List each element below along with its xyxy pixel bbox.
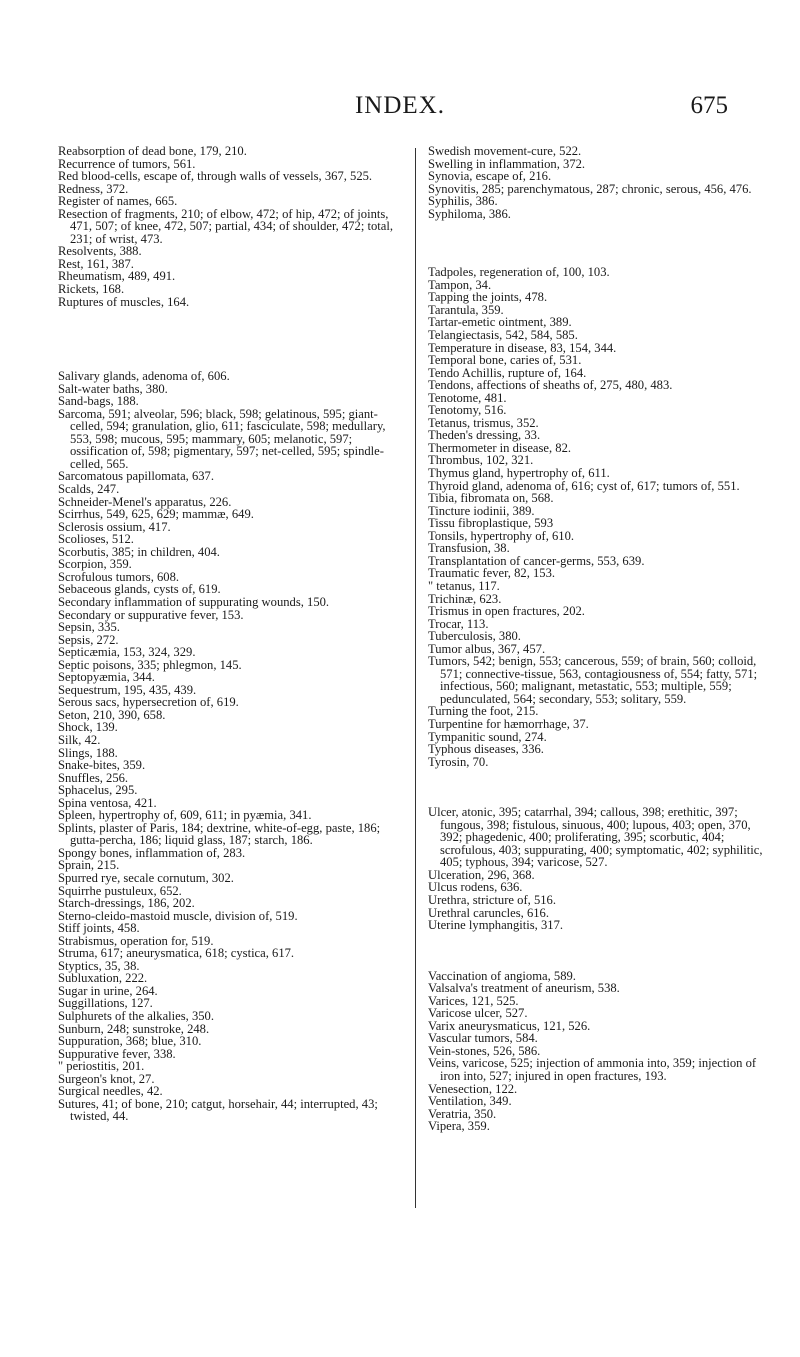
index-entry: Venesection, 122. <box>428 1081 518 1096</box>
index-entry: Tendo Achillis, rupture of, 164. <box>428 365 587 380</box>
index-column-left <box>58 145 408 1123</box>
index-entry: Vipera, 359. <box>428 1119 490 1134</box>
index-entry: Tuberculosis, 380. <box>428 629 521 644</box>
index-entry: Stiff joints, 458. <box>58 921 140 936</box>
index-section-r <box>58 145 408 308</box>
index-entry: Snuffles, 256. <box>58 770 129 785</box>
index-entry: Thymus gland, hypertrophy of, 611. <box>428 466 610 481</box>
index-entry: Varix aneurysmaticus, 121, 526. <box>428 1018 591 1033</box>
index-entry: Tetanus, trismus, 352. <box>428 415 539 430</box>
index-entry: Sand-bags, 188. <box>58 394 139 409</box>
index-entry: Resolvents, 388. <box>58 244 142 259</box>
index-entry: " tetanus, 117. <box>428 578 500 593</box>
index-entry: Surgeon's knot, 27. <box>58 1071 155 1086</box>
index-entry: Traumatic fever, 82, 153. <box>428 566 556 581</box>
index-entry: Scolioses, 512. <box>58 532 134 547</box>
index-entry: Veratria, 350. <box>428 1106 497 1121</box>
index-entry: Tumors, 542; benign, 553; cancerous, 559; of brain, 560; colloid, 571; connective-tissue, 563, contagiousness of, 554; fatty, 571; infectious, 560; malignant, metastatic, 553; multiple, 559; pedunculated, 564; secondary, 553; solitary, 559. <box>428 654 758 706</box>
index-entry: Splints, plaster of Paris, 184; dextrine, white-of-egg, paste, 186; gutta-percha, 186; liquid glass, 187; starch, 186. <box>58 820 381 848</box>
index-entry: Septicæmia, 153, 324, 329. <box>58 645 196 660</box>
page-number: 675 <box>690 92 728 119</box>
index-entry: Varices, 121, 525. <box>428 993 519 1008</box>
index-entry: Turning the foot, 215. <box>428 704 539 719</box>
index-entry: Tampon, 34. <box>428 277 492 292</box>
index-entry: Spleen, hypertrophy of, 609, 611; in pyæmia, 341. <box>58 808 312 823</box>
index-entry: Vein-stones, 526, 586. <box>428 1043 541 1058</box>
index-entry: Strabismus, operation for, 519. <box>58 933 214 948</box>
index-entry: Tonsils, hypertrophy of, 610. <box>428 528 575 543</box>
index-entry: Rest, 161, 387. <box>58 256 134 271</box>
index-entry: Seton, 210, 390, 658. <box>58 707 166 722</box>
index-entry: Recurrence of tumors, 561. <box>58 156 196 171</box>
index-entry: Temperature in disease, 83, 154, 344. <box>428 340 617 355</box>
index-entry: Secondary or suppurative fever, 153. <box>58 607 244 622</box>
index-entry: Starch-dressings, 186, 202. <box>58 896 195 911</box>
index-entry: Scorbutis, 385; in children, 404. <box>58 544 220 559</box>
index-entry: Trocar, 113. <box>428 616 489 631</box>
index-entry: Syphiloma, 386. <box>428 206 511 221</box>
index-entry: Sebaceous glands, cysts of, 619. <box>58 582 221 597</box>
index-entry: Turpentine for hæmorrhage, 37. <box>428 716 589 731</box>
section-gap <box>428 220 773 266</box>
index-section-s-continued <box>428 145 773 220</box>
index-entry: Tympanitic sound, 274. <box>428 729 547 744</box>
index-entry: Slings, 188. <box>58 745 118 760</box>
index-entry: Sterno-cleido-mastoid muscle, division of, 519. <box>58 908 298 923</box>
index-entry: Transfusion, 38. <box>428 541 510 556</box>
index-entry: Reabsorption of dead bone, 179, 210. <box>58 144 247 158</box>
index-entry: Thyroid gland, adenoma of, 616; cyst of, 617; tumors of, 551. <box>428 478 740 493</box>
index-entry: Sequestrum, 195, 435, 439. <box>58 682 197 697</box>
index-entry: Spongy bones, inflammation of, 283. <box>58 845 246 860</box>
index-entry: Tendons, affections of sheaths of, 275, 480, 483. <box>428 378 673 393</box>
section-gap <box>58 308 408 370</box>
index-entry: Red blood-cells, escape of, through walls of vessels, 367, 525. <box>58 169 373 184</box>
index-entry: Schneider-Menel's apparatus, 226. <box>58 494 232 509</box>
index-entry: Snake-bites, 359. <box>58 758 146 773</box>
index-entry: Serous sacs, hypersecretion of, 619. <box>58 695 239 710</box>
index-entry: Register of names, 665. <box>58 194 178 209</box>
index-entry: Suppuration, 368; blue, 310. <box>58 1034 202 1049</box>
index-entry: Tartar-emetic ointment, 389. <box>428 315 572 330</box>
index-entry: Vascular tumors, 584. <box>428 1031 538 1046</box>
index-entry: Septic poisons, 335; phlegmon, 145. <box>58 657 242 672</box>
index-entry: Scalds, 247. <box>58 482 120 497</box>
index-entry: Spurred rye, secale cornutum, 302. <box>58 870 234 885</box>
index-entry: Salt-water baths, 380. <box>58 381 168 396</box>
index-entry: Theden's dressing, 33. <box>428 428 541 443</box>
index-entry: Sprain, 215. <box>58 858 120 873</box>
index-entry: " periostitis, 201. <box>58 1059 145 1074</box>
index-entry: Thrombus, 102, 321. <box>428 453 534 468</box>
index-entry: Ulcer, atonic, 395; catarrhal, 394; callous, 398; erethitic, 397; fungous, 398; fistulous, sinuous, 400; lupous, 403; open, 370, 392; phagedenic, 400; proliferating, 395; scorbutic, 404; scrofulous, 403; suppurating, 400; symptomatic, 402; syphilitic, 405; typhous, 394; varicose, 527. <box>428 805 763 870</box>
index-section-t <box>428 266 773 768</box>
index-section-v <box>428 970 773 1133</box>
index-section-u <box>428 806 773 931</box>
index-entry: Sclerosis ossium, 417. <box>58 519 171 534</box>
section-gap <box>428 932 773 970</box>
index-entry: Synovitis, 285; parenchymatous, 287; chronic, serous, 456, 476. <box>428 181 752 196</box>
index-entry: Suppurative fever, 338. <box>58 1046 176 1061</box>
index-entry: Squirrhe pustuleux, 652. <box>58 883 182 898</box>
index-entry: Ventilation, 349. <box>428 1094 512 1109</box>
index-entry: Tincture iodinii, 389. <box>428 503 535 518</box>
index-entry: Swedish movement-cure, 522. <box>428 144 582 158</box>
index-entry: Sarcoma, 591; alveolar, 596; black, 598; gelatinous, 595; giant-celled, 594; granulation, glio, 611; fasciculate, 598; medullary, 553, 598; mucous, 595; mammary, 605; melanotic, 597; ossification of, 598; pigmentary, 597; net-celled, 595; spindle-celled, 565. <box>58 406 386 471</box>
index-entry: Synovia, escape of, 216. <box>428 169 552 184</box>
page-header <box>0 92 800 132</box>
index-entry: Scirrhus, 549, 625, 629; mammæ, 649. <box>58 507 254 522</box>
index-entry: Tumor albus, 367, 457. <box>428 641 546 656</box>
index-entry: Trichinæ, 623. <box>428 591 502 606</box>
index-entry: Swelling in inflammation, 372. <box>428 156 586 171</box>
index-entry: Scrofulous tumors, 608. <box>58 569 180 584</box>
page-title: INDEX. <box>354 92 445 119</box>
index-entry: Silk, 42. <box>58 732 101 747</box>
index-entry: Trismus in open fractures, 202. <box>428 604 585 619</box>
index-entry: Tarantula, 359. <box>428 302 504 317</box>
index-entry: Sunburn, 248; sunstroke, 248. <box>58 1021 210 1036</box>
index-entry: Veins, varicose, 525; injection of ammonia into, 359; injection of iron into, 527; injured in open fractures, 193. <box>428 1056 757 1083</box>
index-entry: Sulphurets of the alkalies, 350. <box>58 1009 214 1023</box>
index-entry: Ruptures of muscles, 164. <box>58 294 190 309</box>
index-column-right <box>428 145 773 1133</box>
index-entry: Tadpoles, regeneration of, 100, 103. <box>428 265 610 280</box>
index-entry: Resection of fragments, 210; of elbow, 472; of hip, 472; of joints, 471, 507; of knee, 472, 507; partial, 434; of shoulder, 472; total, 231; of wrist, 473. <box>58 206 394 246</box>
index-entry: Ulcus rodens, 636. <box>428 880 523 895</box>
index-entry: Typhous diseases, 336. <box>428 742 544 757</box>
index-entry: Urethra, stricture of, 516. <box>428 892 556 907</box>
index-entry: Rickets, 168. <box>58 282 125 297</box>
section-gap <box>428 768 773 806</box>
index-entry: Tissu fibroplastique, 593 <box>428 516 554 531</box>
index-entry: Redness, 372. <box>58 181 129 196</box>
index-entry: Uterine lymphangitis, 317. <box>428 918 564 933</box>
index-entry: Tenotome, 481. <box>428 390 507 405</box>
index-entry: Sarcomatous papillomata, 637. <box>58 469 214 484</box>
index-entry: Transplantation of cancer-germs, 553, 639. <box>428 553 645 568</box>
index-entry: Struma, 617; aneurysmatica, 618; cystica, 617. <box>58 946 295 961</box>
index-entry: Valsalva's treatment of aneurism, 538. <box>428 981 620 996</box>
index-entry: Septopyæmia, 344. <box>58 670 155 685</box>
index-entry: Rheumatism, 489, 491. <box>58 269 176 284</box>
index-entry: Ulceration, 296, 368. <box>428 867 535 882</box>
index-entry: Shock, 139. <box>58 720 118 735</box>
index-entry: Sepsin, 335. <box>58 620 120 635</box>
index-entry: Suggillations, 127. <box>58 996 153 1011</box>
index-entry: Sutures, 41; of bone, 210; catgut, horsehair, 44; interrupted, 43; twisted, 44. <box>58 1096 378 1124</box>
index-entry: Salivary glands, adenoma of, 606. <box>58 369 230 384</box>
index-entry: Tyrosin, 70. <box>428 754 489 769</box>
index-entry: Syphilis, 386. <box>428 194 498 209</box>
index-entry: Spina ventosa, 421. <box>58 795 157 810</box>
index-entry: Scorpion, 359. <box>58 557 132 572</box>
index-entry: Subluxation, 222. <box>58 971 148 986</box>
index-entry: Telangiectasis, 542, 584, 585. <box>428 328 578 343</box>
index-section-s <box>58 370 408 1123</box>
index-entry: Sepsis, 272. <box>58 632 119 647</box>
index-entry: Varicose ulcer, 527. <box>428 1006 528 1021</box>
index-entry: Urethral caruncles, 616. <box>428 905 549 920</box>
index-entry: Surgical needles, 42. <box>58 1084 163 1099</box>
index-entry: Vaccination of angioma, 589. <box>428 968 576 983</box>
index-entry: Tenotomy, 516. <box>428 403 507 418</box>
index-entry: Sugar in urine, 264. <box>58 983 158 998</box>
index-entry: Temporal bone, caries of, 531. <box>428 353 582 368</box>
index-entry: Thermometer in disease, 82. <box>428 440 572 455</box>
index-entry: Styptics, 35, 38. <box>58 958 140 973</box>
index-entry: Tapping the joints, 478. <box>428 290 548 305</box>
index-entry: Sphacelus, 295. <box>58 783 138 798</box>
column-divider <box>415 148 416 1208</box>
index-entry: Tibia, fibromata on, 568. <box>428 491 554 506</box>
index-entry: Secondary inflammation of suppurating wounds, 150. <box>58 594 330 609</box>
